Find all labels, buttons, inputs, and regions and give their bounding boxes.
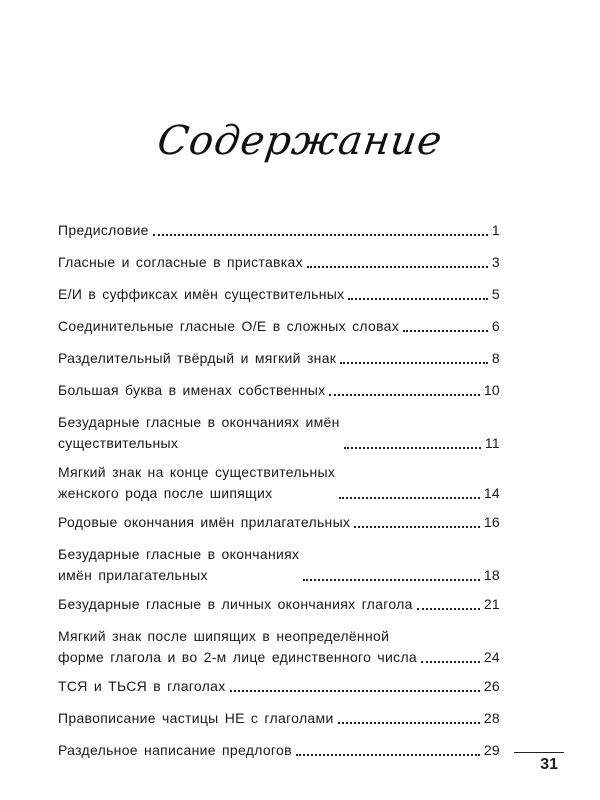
toc-page-number: 11 [484, 435, 500, 451]
toc-page-number: 6 [491, 318, 500, 334]
toc-page-number: 26 [483, 678, 500, 694]
toc-item[interactable] [58, 316, 500, 337]
toc-entry-title: ТСЯ и ТЬСЯ в глаголах [58, 678, 226, 694]
toc-entry-title: Предисловие [58, 222, 149, 238]
table-of-contents [58, 220, 500, 772]
toc-item[interactable] [58, 544, 500, 586]
dot-leader [348, 298, 487, 300]
toc-item[interactable] [58, 676, 500, 697]
toc-item[interactable] [58, 412, 500, 454]
toc-item[interactable] [58, 252, 500, 273]
toc-item[interactable] [58, 462, 500, 504]
toc-entry-title: Мягкий знак на конце существительных женского рода после шипящих [58, 464, 336, 501]
toc-page-number: 14 [483, 485, 500, 501]
toc-item[interactable] [58, 708, 500, 729]
dot-leader [307, 266, 488, 268]
dot-leader [421, 661, 480, 663]
toc-page-number: 8 [491, 350, 500, 366]
toc-entry-title: Е/И в суффиксах имён существительных [58, 286, 345, 302]
dot-leader [338, 722, 480, 724]
toc-entry-title: Мягкий знак после шипящих в неопределённой форме глагола и во 2-м лице единственного числа [58, 628, 417, 665]
toc-entry-title: Раздельное написание предлогов [58, 742, 292, 758]
toc-page-number: 29 [483, 742, 500, 758]
toc-item[interactable] [58, 380, 500, 401]
toc-item[interactable] [58, 594, 500, 615]
dot-leader [344, 447, 481, 449]
toc-item[interactable] [58, 220, 500, 241]
toc-page-number: 28 [483, 710, 500, 726]
dot-leader [403, 330, 488, 332]
dot-leader [303, 579, 479, 581]
toc-item[interactable] [58, 626, 500, 668]
toc-entry-title: Большая буква в именах собственных [58, 382, 326, 398]
toc-entry-title: Родовые окончания имён прилагательных [58, 514, 351, 530]
dot-leader [153, 234, 488, 236]
dot-leader [417, 608, 480, 610]
toc-entry-title: Гласные и согласные в приставках [58, 254, 303, 270]
dot-leader [296, 754, 480, 756]
toc-item[interactable] [58, 348, 500, 369]
toc-item[interactable] [58, 284, 500, 305]
toc-page-number: 18 [483, 567, 500, 583]
toc-entry-title: Безударные гласные в личных окончаниях глагола [58, 596, 413, 612]
toc-page-number: 3 [491, 254, 500, 270]
toc-page-number: 16 [483, 514, 500, 530]
dot-leader [329, 394, 479, 396]
toc-item[interactable] [58, 512, 500, 533]
dot-leader [339, 497, 480, 499]
toc-page-number: 21 [483, 596, 500, 612]
dot-leader [340, 362, 488, 364]
footer-rule [514, 752, 564, 753]
toc-page-number: 1 [491, 222, 500, 238]
toc-entry-title: Соединительные гласные О/Е в сложных словах [58, 318, 400, 334]
toc-entry-title: Безударные гласные в окончаниях имён существительных [58, 414, 340, 451]
toc-page-number: 24 [483, 649, 500, 665]
page-number: 31 [540, 756, 558, 773]
dot-leader [354, 526, 480, 528]
toc-item[interactable] [58, 740, 500, 761]
dot-leader [230, 690, 480, 692]
toc-entry-title: Безударные гласные в окончаниях имён прилагательных [58, 546, 300, 583]
page-title: Содержание [154, 118, 446, 164]
toc-page-number: 5 [491, 286, 500, 302]
toc-entry-title: Разделительный твёрдый и мягкий знак [58, 350, 337, 366]
toc-entry-title: Правописание частицы НЕ с глаголами [58, 710, 334, 726]
toc-page-number: 10 [483, 382, 500, 398]
